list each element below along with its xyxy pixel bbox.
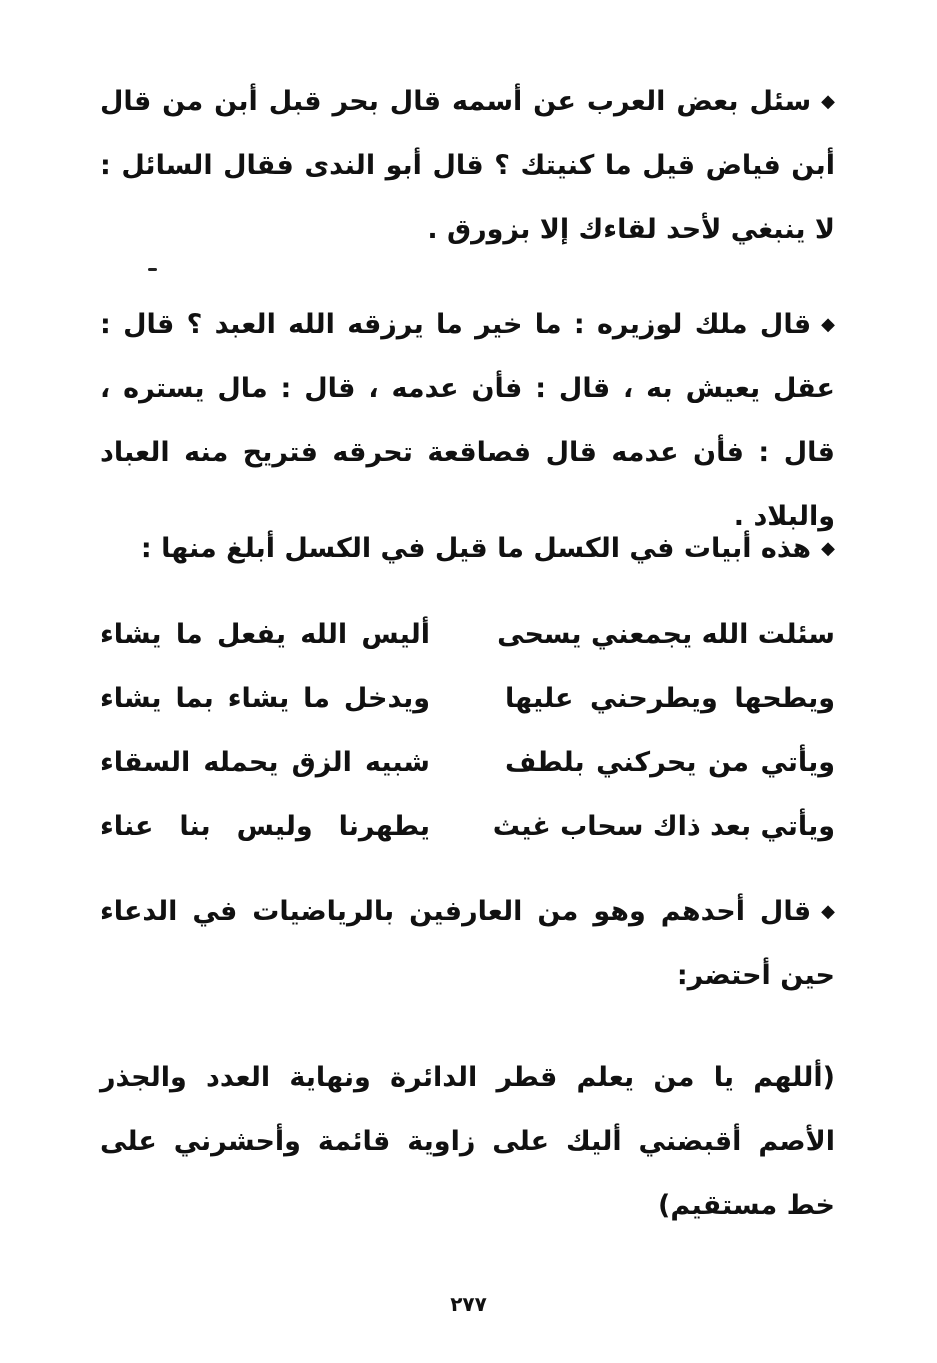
poem-intro	[100, 517, 835, 581]
page-number: ٢٧٧	[450, 1292, 487, 1316]
anecdote-name-question	[100, 70, 835, 262]
second-hemistich: ويدخل ما يشاء بما يشاء	[100, 682, 430, 714]
diamond-bullet-icon: ◆	[821, 901, 835, 922]
prayer-intro-text: قال أحدهم وهو من العارفين بالرياضيات في الدعاء حين أحتضر:	[100, 896, 835, 991]
anecdote-king-minister	[100, 293, 835, 549]
poem-verse	[100, 666, 835, 730]
poem-intro-text: هذه أبيات في الكسل ما قيل في الكسل أبلغ منها :	[140, 533, 812, 564]
prayer-text: (أللهم يا من يعلم قطر الدائرة ونهاية العدد والجذر الأصم أقبضني أليك على زاوية قائمة وأحشرني على خط مستقيم)	[100, 1062, 835, 1221]
anecdote-text: قال ملك لوزيره : ما خير ما يرزقه الله العبد ؟ قال : عقل يعيش به ، قال : فأن عدمه ، قال : مال يستره ، قال : فأن عدمه قال فصاقعة تحرقه فتريح منه العباد والبلاد .	[100, 309, 835, 532]
scan-speck	[148, 268, 157, 271]
anecdote-text: سئل بعض العرب عن أسمه قال بحر قبل أبن من قال أبن فياض قيل ما كنيتك ؟ قال أبو الندى فقال السائل : لا ينبغي لأحد لقاءك إلا بزورق .	[100, 86, 835, 245]
mathematician-prayer	[100, 1046, 835, 1238]
laziness-poem	[100, 602, 835, 858]
poem-verse	[100, 602, 835, 666]
second-hemistich: أليس الله يفعل ما يشاء	[100, 618, 430, 650]
poem-verse	[100, 794, 835, 858]
first-hemistich: ويأتي من يحركني بلطف	[505, 746, 835, 778]
first-hemistich: ويطحها ويطرحني عليها	[505, 682, 835, 714]
poem-verse	[100, 730, 835, 794]
diamond-bullet-icon: ◆	[821, 538, 835, 559]
first-hemistich: ويأتي بعد ذاك سحاب غيث	[492, 810, 835, 842]
first-hemistich: سئلت الله يجمعني يسحى	[497, 618, 835, 650]
second-hemistich: شبيه الزق يحمله السقاء	[100, 746, 430, 778]
diamond-bullet-icon: ◆	[821, 91, 835, 112]
diamond-bullet-icon: ◆	[821, 314, 835, 335]
mathematician-prayer-intro	[100, 880, 835, 1008]
second-hemistich: يطهرنا وليس بنا عناء	[100, 810, 430, 842]
